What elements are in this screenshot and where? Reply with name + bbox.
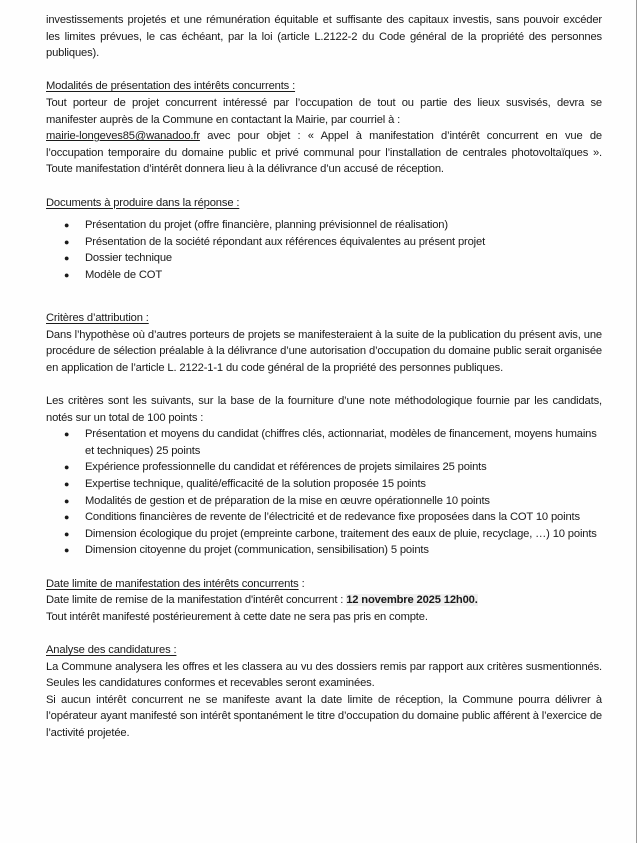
list-item: ● Dimension citoyenne du projet (communication, sensibilisation) 5 points — [46, 542, 602, 559]
analyse-text-1: La Commune analysera les offres et les classera au vu des dossiers remis par rapport aux critères susmentionnés. Seules les candidatures conformes et recevables seront examinées. — [46, 660, 602, 690]
criteres-paragraph: Dans l’hypothèse où d’autres porteurs de projets se manifesteraient à la suite de la publication du présent avis, une procédure de sélection préalable à la délivrance d’une autorisation d’occupation du domaine public serait organisée en application de l’article L. 2122-1-1 du code général de la propriété des personnes publiques. — [46, 328, 602, 374]
list-item: ● Modalités de gestion et de préparation de la mise en œuvre opérationnelle 10 points — [46, 493, 602, 510]
section-modalites — [46, 78, 602, 178]
list-item: ● Expérience professionnelle du candidat et références de projets similaires 25 points — [46, 459, 602, 476]
modalites-text-2: avec pour objet : « Appel à manifestation d’intérêt concurrent en vue de l’occupation temporaire du domaine public et privé communal pour l’installation de centrales photovoltaïques ». Toute manifestation d’intérêt donnera lieu à la délivrance d’un accusé de réception. — [46, 130, 602, 176]
list-item: ● Conditions financières de revente de l’électricité et de redevance fixe proposées dans la COT 10 points — [46, 509, 602, 526]
bullet-icon: ● — [64, 528, 70, 539]
criteres-intro: Les critères sont les suivants, sur la base de la fourniture d’une note méthodologique fournie par les candidats, notés sur un total de 100 points : — [46, 395, 602, 424]
section-heading-documents: Documents à produire dans la réponse : — [46, 196, 240, 209]
modalites-text — [46, 95, 602, 178]
section-criteres — [46, 310, 602, 559]
section-heading-modalites: Modalités de présentation des intérêts concurrents : — [46, 80, 296, 93]
list-item: ● Modèle de COT — [46, 267, 602, 284]
bullet-icon: ● — [64, 462, 70, 473]
modalites-text-1: Tout porteur de projet concurrent intéressé par l’occupation de tout ou partie des lieux susvisés, devra se manifester auprès de la Commune en contactant la Mairie, par courriel à : — [46, 96, 602, 126]
bullet-icon: ● — [64, 220, 70, 231]
section-analyse — [46, 642, 602, 742]
bullet-icon: ● — [64, 253, 70, 264]
list-item: ● Présentation du projet (offre financière, planning prévisionnel de réalisation) — [46, 217, 602, 234]
bullet-icon: ● — [64, 479, 70, 490]
section-date-limite — [46, 576, 602, 626]
documents-list — [46, 217, 602, 283]
bullet-icon: ● — [64, 429, 70, 440]
bullet-icon: ● — [64, 512, 70, 523]
list-item: ● Dimension écologique du projet (empreinte carbone, traitement des eaux de pluie, recyclage, …) 10 points — [46, 526, 602, 543]
bullet-icon: ● — [64, 495, 70, 506]
document-content — [46, 12, 602, 742]
section-heading-criteres: Critères d’attribution : — [46, 312, 149, 325]
intro-paragraph: investissements projetés et une rémunération équitable et suffisante des capitaux investis, sans pouvoir excéder les limites prévues, le cas échéant, par la loi (article L.2122-2 du Code général de la propriété des personnes publiques). — [46, 14, 602, 60]
email-link[interactable]: mairie-longeves85@wanadoo.fr — [46, 130, 200, 143]
list-item: ● Présentation de la société répondant aux références équivalentes au présent projet — [46, 234, 602, 251]
date-limite-text: Date limite de remise de la manifestation d'intérêt concurrent : 12 novembre 2025 12h00. — [46, 594, 478, 607]
section-documents — [46, 195, 602, 284]
analyse-text-2: Si aucun intérêt concurrent ne se manifeste avant la date limite de réception, la Commune pourra délivrer à l’opérateur ayant manifesté son intérêt spontanément le titre d’occupation du domaine public afférent à l’exercice de l’activité projetée. — [46, 693, 602, 739]
section-heading-analyse: Analyse des candidatures : — [46, 643, 177, 656]
list-item: ● Expertise technique, qualité/efficacité de la solution proposée 15 points — [46, 476, 602, 493]
date-limite-note: Tout intérêt manifesté postérieurement à cette date ne sera pas pris en compte. — [46, 610, 428, 623]
list-item: ● Présentation et moyens du candidat (chiffres clés, actionnariat, modèles de financement, moyens humains et techniques) 25 points — [64, 428, 597, 457]
bullet-icon: ● — [64, 236, 70, 247]
deadline-value: 12 novembre 2025 12h00. — [346, 594, 478, 607]
section-heading-date-limite: Date limite de manifestation des intérêts concurrents : — [46, 577, 305, 590]
bullet-icon: ● — [64, 269, 70, 280]
criteres-list — [46, 426, 602, 559]
list-item: ● Dossier technique — [46, 250, 602, 267]
bullet-icon: ● — [64, 545, 70, 556]
